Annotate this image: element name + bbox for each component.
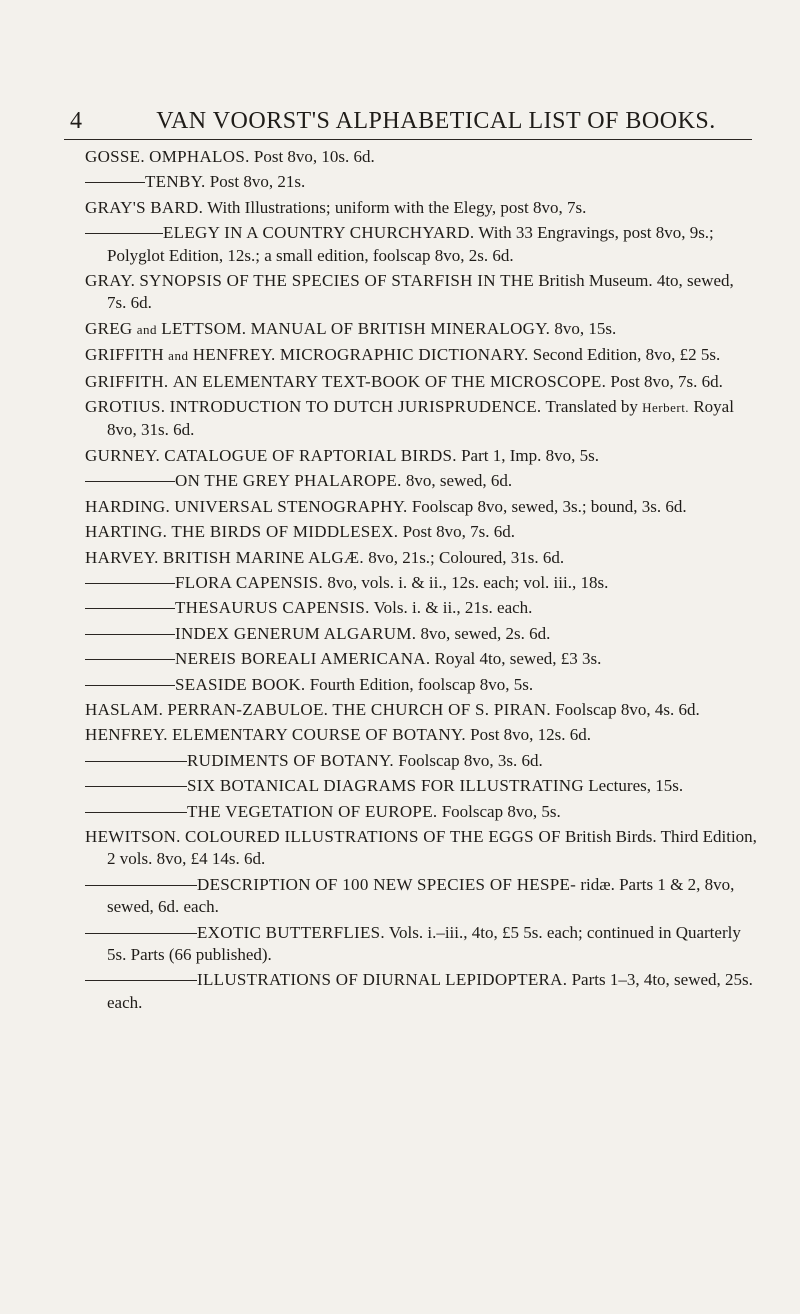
ditto-dash: [85, 659, 175, 660]
entries-list: [85, 146, 757, 1017]
book-entry: [85, 750, 757, 772]
entry-details: 8vo, vols. i. & ii., 12s. each; vol. iii., 18s.: [327, 572, 609, 592]
entry-details: Vols. i.–iii., 4to, £5 5s. each; continued in Quarterly 5s. Parts (66 published).: [107, 922, 741, 964]
book-entry: [85, 699, 757, 721]
running-title: VAN VOORST'S ALPHABETICAL LIST OF BOOKS.: [156, 108, 716, 134]
book-entry: [85, 470, 757, 492]
ditto-dash: [85, 182, 145, 183]
entry-conjunction: and: [136, 321, 158, 337]
entry-details: 8vo, sewed, 6d.: [405, 471, 513, 491]
entry-title: CATALOGUE OF RAPTORIAL BIRDS.: [164, 445, 457, 465]
entry-details: Post 8vo, 10s. 6d.: [253, 147, 375, 166]
ditto-dash: [85, 481, 175, 482]
entry-title: AN ELEMENTARY TEXT-BOOK OF THE MICROSCOPE.: [172, 371, 607, 391]
ditto-dash: [85, 761, 187, 762]
entry-title: ELEMENTARY COURSE OF BOTANY.: [172, 725, 466, 745]
book-entry: [85, 724, 757, 746]
entry-title: BRITISH MARINE ALGÆ.: [162, 547, 364, 567]
book-entry: [85, 197, 757, 219]
entry-details: With 33 Engravings, post 8vo, 9s.; Polyglot Edition, 12s.; a small edition, foolscap 8vo, 2s. 6d.: [107, 223, 714, 265]
book-entry: [85, 270, 757, 315]
entry-title: BARD.: [150, 197, 204, 217]
ditto-dash: [85, 933, 197, 934]
entry-details: Royal 4to, sewed, £3 3s.: [434, 649, 602, 669]
entry-author: HENFREY.: [85, 725, 168, 745]
entry-author-second: HENFREY.: [192, 345, 276, 365]
entry-title: DESCRIPTION OF 100 NEW SPECIES OF HESPE-: [197, 874, 577, 894]
entry-title: TENBY.: [145, 172, 206, 192]
entry-title: FLORA CAPENSIS.: [175, 572, 324, 592]
entry-details: Post 8vo, 12s. 6d.: [470, 725, 592, 745]
entry-translator: Herbert.: [642, 400, 690, 416]
entry-details: Post 8vo, 7s. 6d.: [610, 371, 723, 391]
entry-details: British Museum. 4to, sewed, 7s. 6d.: [107, 271, 734, 313]
entry-title: RUDIMENTS OF BOTANY.: [187, 750, 394, 770]
entry-title: SYNOPSIS OF THE SPECIES OF STARFISH IN THE: [139, 271, 535, 291]
book-entry: [85, 222, 757, 267]
entry-title: NEREIS BOREALI AMERICANA.: [175, 649, 431, 669]
ditto-dash: [85, 812, 187, 813]
entry-author: GRIFFITH.: [85, 371, 169, 391]
entry-details: Foolscap 8vo, 5s.: [441, 801, 561, 821]
entry-title: SIX BOTANICAL DIAGRAMS FOR ILLUSTRATING: [187, 776, 584, 796]
ditto-dash: [85, 980, 197, 981]
book-entry: [85, 396, 757, 442]
entry-details: Second Edition, 8vo, £2 5s.: [532, 345, 721, 365]
book-entry: [85, 826, 757, 871]
entry-author: GREG: [85, 318, 133, 338]
entry-details: ridæ. Parts 1 & 2, 8vo, sewed, 6d. each.: [107, 874, 735, 917]
entry-details: Vols. i. & ii., 21s. each.: [373, 598, 533, 618]
book-entry: [85, 547, 757, 569]
book-entry: [85, 496, 757, 518]
book-entry: [85, 171, 757, 193]
entry-details: With Illustrations; uniform with the Elegy, post 8vo, 7s.: [207, 197, 587, 217]
entry-title: INTRODUCTION TO DUTCH JURISPRUDENCE.: [169, 397, 542, 417]
entry-conjunction: and: [168, 348, 189, 364]
entry-details: Translated by: [545, 397, 638, 417]
entry-details: Foolscap 8vo, sewed, 3s.; bound, 3s. 6d.: [411, 496, 687, 516]
entry-details: Fourth Edition, foolscap 8vo, 5s.: [309, 674, 534, 694]
entry-details: Post 8vo, 7s. 6d.: [402, 522, 516, 542]
entry-title: EXOTIC BUTTERFLIES.: [197, 922, 385, 942]
entry-details: British Birds. Third Edition, 2 vols. 8vo, £4 14s. 6d.: [107, 826, 757, 869]
entry-title: INDEX GENERUM ALGARUM.: [175, 623, 417, 643]
page-number: 4: [70, 108, 83, 134]
entry-author: GROTIUS.: [85, 397, 166, 417]
book-entry: [85, 775, 757, 797]
entry-author: HARVEY.: [85, 547, 159, 567]
entry-details: Post 8vo, 21s.: [209, 172, 306, 192]
entry-details: Foolscap 8vo, 4s. 6d.: [555, 699, 700, 719]
book-entry: [85, 874, 757, 919]
header-rule: [64, 139, 752, 140]
ditto-dash: [85, 885, 197, 886]
page-header: [62, 104, 752, 140]
entry-details: 8vo, 15s.: [554, 318, 617, 338]
book-entry: [85, 344, 757, 367]
entry-title: COLOURED ILLUSTRATIONS OF THE EGGS OF: [184, 826, 561, 846]
entry-title: ELEGY IN A COUNTRY CHURCHYARD.: [163, 223, 475, 243]
entry-details: 8vo, 21s.; Coloured, 31s. 6d.: [368, 547, 565, 567]
ditto-dash: [85, 786, 187, 787]
entry-title: OMPHALOS.: [149, 147, 250, 166]
entry-title: UNIVERSAL STENOGRAPHY.: [174, 496, 408, 516]
entry-details: Part 1, Imp. 8vo, 5s.: [461, 445, 599, 465]
entry-author: GOSSE.: [85, 147, 145, 166]
book-entry: [85, 922, 757, 967]
ditto-dash: [85, 583, 175, 584]
entry-author: GRAY'S: [85, 197, 146, 217]
entry-title: THE VEGETATION OF EUROPE.: [187, 801, 438, 821]
book-entry: [85, 572, 757, 594]
book-entry: [85, 521, 757, 543]
entry-title: ON THE GREY PHALAROPE.: [175, 471, 402, 491]
entry-details: 8vo, sewed, 2s. 6d.: [420, 623, 551, 643]
entry-details: Lectures, 15s.: [588, 776, 684, 796]
ditto-dash: [85, 608, 175, 609]
ditto-dash: [85, 233, 163, 234]
entry-author: HEWITSON.: [85, 826, 181, 846]
entry-author: GRIFFITH: [85, 345, 164, 365]
entry-title: MICROGRAPHIC DICTIONARY.: [279, 345, 529, 365]
entry-author: HARTING.: [85, 522, 168, 542]
book-entry: [85, 801, 757, 823]
book-entry: [85, 969, 757, 1014]
entry-author: HARDING.: [85, 496, 171, 516]
entry-title: PERRAN-ZABULOE. THE CHURCH OF S. PIRAN.: [167, 699, 551, 719]
entry-title: THE BIRDS OF MIDDLESEX.: [171, 522, 399, 542]
book-entry: [85, 146, 757, 168]
entry-author: HASLAM.: [85, 699, 164, 719]
entry-author: GURNEY.: [85, 445, 160, 465]
book-entry: [85, 597, 757, 619]
ditto-dash: [85, 685, 175, 686]
book-entry: [85, 371, 757, 393]
book-entry: [85, 623, 757, 645]
entry-author: GRAY.: [85, 271, 136, 291]
entry-title: MANUAL OF BRITISH MINERALOGY.: [250, 318, 551, 338]
entry-details: Foolscap 8vo, 3s. 6d.: [398, 750, 543, 770]
book-entry: [85, 318, 757, 341]
entry-title: THESAURUS CAPENSIS.: [175, 598, 370, 618]
entry-details-more: Royal 8vo, 31s. 6d.: [107, 397, 734, 440]
book-entry: [85, 445, 757, 467]
entry-author-second: LETTSOM.: [161, 318, 247, 338]
book-entry: [85, 648, 757, 670]
entry-details: Parts 1–3, 4to, sewed, 25s. each.: [107, 970, 753, 1012]
entry-title: SEASIDE BOOK.: [175, 674, 306, 694]
ditto-dash: [85, 634, 175, 635]
book-entry: [85, 674, 757, 696]
entry-title: ILLUSTRATIONS OF DIURNAL LEPIDOPTERA.: [197, 970, 568, 990]
